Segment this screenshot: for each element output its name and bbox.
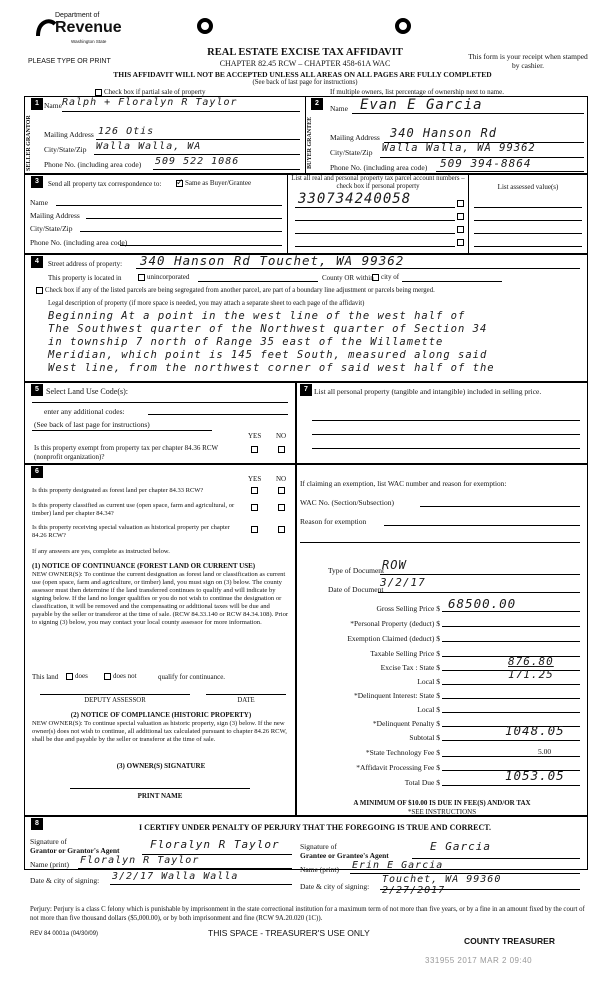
section-5-number: 5 bbox=[31, 384, 43, 396]
doc-type-label: Type of Document bbox=[328, 566, 385, 575]
legal-line-1[interactable]: Beginning At a point in the west line of the west half of bbox=[48, 310, 466, 322]
qualify-label: qualify for continuance. bbox=[158, 673, 226, 681]
tech-fee-value: 5.00 bbox=[538, 747, 552, 756]
grantee-sig-label-1: Signature of bbox=[300, 842, 337, 851]
buyer-city-label: City/State/Zip bbox=[330, 148, 373, 157]
exemption-deduct-label: Exemption Claimed (deduct) $ bbox=[347, 634, 440, 643]
forest-q3: Is this property receiving special valuation as historical property per chapter 84.26 RCW? bbox=[32, 524, 230, 539]
gross-price-label: Gross Selling Price $ bbox=[376, 604, 440, 613]
city-of-checkbox[interactable] bbox=[372, 273, 399, 281]
doc-date-label: Date of Document bbox=[328, 585, 384, 594]
grantee-name[interactable]: Erin E Garcia bbox=[352, 860, 444, 871]
segregated-label: Check box if any of the listed parcels are being segregated from another parcel, are part of a boundary line adjustment or parcels being merged. bbox=[45, 287, 435, 295]
partial-sale-checkbox[interactable] bbox=[95, 88, 205, 96]
forest-q3-no[interactable] bbox=[278, 526, 285, 533]
minimum-due-note: A MINIMUM OF $10.00 IS DUE IN FEE(S) AND/OR TAX bbox=[353, 799, 531, 807]
parcel-number[interactable]: 330734240058 bbox=[298, 191, 412, 207]
seller-city[interactable]: Walla Walla, WA bbox=[96, 141, 202, 152]
wac-label: WAC No. (Section/Subsection) bbox=[300, 498, 394, 507]
form-chapter: CHAPTER 82.45 RCW – CHAPTER 458-61A WAC bbox=[219, 59, 391, 68]
deputy-date-label: DATE bbox=[237, 697, 255, 704]
notice2-title: (2) NOTICE OF COMPLIANCE (HISTORIC PROPERTY) bbox=[70, 711, 252, 719]
parcel-header: List all real and personal property tax parcel account numbers – check box if personal property bbox=[291, 175, 465, 190]
excise-local-label: Local $ bbox=[417, 677, 440, 686]
exempt-no-checkbox[interactable] bbox=[278, 446, 285, 453]
exemption-claim-label: If claiming an exemption, list WAC number and reason for exemption: bbox=[300, 479, 507, 488]
send-correspondence-label: Send all property tax correspondence to: bbox=[48, 180, 162, 188]
grantor-sig-label-2: Grantor or Grantor's Agent bbox=[30, 846, 120, 855]
please-type: PLEASE TYPE OR PRINT bbox=[28, 58, 111, 65]
certify-title: I CERTIFY UNDER PENALTY OF PERJURY THAT THE FOREGOING IS TRUE AND CORRECT. bbox=[138, 823, 491, 832]
buyer-phone-label: Phone No. (including area code) bbox=[330, 163, 428, 172]
form-title: REAL ESTATE EXCISE TAX AFFIDAVIT bbox=[207, 47, 403, 58]
land-no-label: NO bbox=[276, 432, 287, 440]
form-revision: REV 84 0001a (04/30/09) bbox=[30, 931, 99, 937]
delinquent-penalty-label: *Delinquent Penalty $ bbox=[372, 719, 440, 728]
notice1-title: (1) NOTICE OF CONTINUANCE (FOREST LAND OR CURRENT USE) bbox=[32, 562, 256, 570]
affidavit-fee-label: *Affidavit Processing Fee $ bbox=[356, 763, 440, 772]
seller-city-label: City/State/Zip bbox=[44, 145, 87, 154]
seller-mail-label: Mailing Address bbox=[44, 130, 94, 139]
subtotal-label: Subtotal $ bbox=[409, 733, 440, 742]
exempt-question: Is this property exempt from property tax per chapter 84.36 RCW (nonprofit organization)? bbox=[34, 444, 218, 461]
tech-fee-label: *State Technology Fee $ bbox=[365, 748, 440, 757]
unincorporated-checkbox[interactable] bbox=[138, 273, 189, 281]
grantee-date-city[interactable]: Touchet, WA 99360 2/27/2017 bbox=[382, 874, 502, 896]
forest-q3-yes[interactable] bbox=[251, 526, 258, 533]
does-checkbox[interactable] bbox=[66, 672, 88, 680]
print-name-label: PRINT NAME bbox=[137, 792, 183, 800]
land-see-back: (See back of last page for instructions) bbox=[34, 420, 150, 429]
total-due-value[interactable]: 1053.05 bbox=[505, 768, 565, 783]
legal-line-5[interactable]: West line, from the northwest corner of said west half of the bbox=[48, 362, 495, 374]
exempt-yes-checkbox[interactable] bbox=[251, 446, 258, 453]
seller-name[interactable]: Ralph + Floralyn R Taylor bbox=[62, 97, 238, 108]
corr-phone-label: Phone No. (including area code) bbox=[30, 238, 128, 247]
registration-mark-right bbox=[395, 18, 411, 34]
revenue-logo bbox=[35, 12, 120, 57]
personal-property-deduct-label: *Personal Property (deduct) $ bbox=[350, 619, 440, 628]
forest-q1-yes[interactable] bbox=[251, 487, 258, 494]
buyer-side-label: BUYER GRANTEE bbox=[307, 116, 313, 170]
grantee-sig-label-3: Grantee or Grantee's Agent bbox=[300, 851, 389, 860]
section-3-divider bbox=[287, 174, 288, 254]
forest-q2-no[interactable] bbox=[278, 504, 285, 511]
personal-property-checkbox-2[interactable] bbox=[457, 213, 464, 220]
corr-mail-label: Mailing Address bbox=[30, 211, 80, 220]
notice1-body: NEW OWNER(S): To continue the current designation as forest land or classification as current use (open space, farm and agriculture, or timber) land, you must sign on (3) below. The county assessor must then determine if the land transferred continues to qualify and will indicate by signing below. If the land no longer qualifies or you do not wish to continue the designation or classification, it will be removed and the compensating or additional taxes will be due and payable by the seller or transferor at the time of sale. (RCW 84.33.140 or RCW 84.34.108). Prior to signing (3) below, you may contact your local county assessor for more information. bbox=[32, 571, 289, 626]
owner-signature-label: (3) OWNER(S) SIGNATURE bbox=[116, 762, 206, 770]
seller-side-label: SELLER GRANTOR bbox=[26, 115, 32, 171]
grantor-date-label: Date & city of signing: bbox=[30, 876, 100, 885]
excise-state-label: Excise Tax : State $ bbox=[380, 663, 440, 672]
excise-local-value[interactable]: 171.25 bbox=[508, 668, 554, 681]
buyer-name-label: Name bbox=[330, 104, 348, 113]
total-due-label: Total Due $ bbox=[404, 778, 440, 787]
land-use-title: Select Land Use Code(s): bbox=[46, 387, 128, 396]
grantor-name-label: Name (print) bbox=[30, 860, 69, 869]
grantee-date-label: Date & city of signing: bbox=[300, 882, 370, 891]
section-4-number: 4 bbox=[31, 256, 43, 268]
same-as-buyer-checkbox[interactable]: ✓ Same as Buyer/Grantee bbox=[176, 176, 252, 187]
delinquent-interest-state-label: *Delinquent Interest: State $ bbox=[353, 691, 440, 700]
grantor-date-city[interactable]: 3/2/17 Walla Walla bbox=[112, 871, 239, 882]
grantor-signature[interactable]: Floralyn R Taylor bbox=[150, 838, 280, 851]
does-not-checkbox[interactable] bbox=[104, 672, 137, 680]
land-yes-label: YES bbox=[248, 432, 262, 440]
city-of-label: city of bbox=[381, 273, 400, 281]
county-or-within: County OR within bbox=[322, 274, 374, 282]
grantor-sig-label-1: Signature of bbox=[30, 837, 67, 846]
dept-state: Washington State bbox=[71, 39, 107, 44]
forest-q2: Is this property classified as current use (open space, farm and agricultural, or timber) land per chapter 84.34? bbox=[32, 502, 235, 517]
partial-sale-label: Check box if partial sale of property bbox=[104, 88, 206, 96]
street-label: Street address of property: bbox=[48, 260, 123, 268]
does-label: does bbox=[75, 672, 88, 680]
treasurer-stamp: 331955 2017 MAR 2 09:40 bbox=[425, 956, 533, 965]
same-as-buyer-label: Same as Buyer/Grantee bbox=[185, 179, 252, 187]
see-back-note: (See back of last page for instructions) bbox=[252, 79, 358, 86]
section-3-number: 3 bbox=[31, 176, 43, 188]
county-treasurer: COUNTY TREASURER bbox=[464, 936, 555, 946]
section-8-number: 8 bbox=[31, 818, 43, 830]
registration-mark-left bbox=[197, 18, 213, 34]
warning-line: THIS AFFIDAVIT WILL NOT BE ACCEPTED UNLESS ALL AREAS ON ALL PAGES ARE FULLY COMPLETED bbox=[113, 70, 492, 79]
legal-label: Legal description of property (if more space is needed, you may attach a separate sheet to each page of the affidavit) bbox=[48, 300, 365, 307]
legal-line-3[interactable]: in township 7 north of Range 35 east of the Willamette bbox=[48, 336, 444, 348]
doc-type[interactable]: ROW bbox=[382, 558, 407, 572]
segregated-checkbox[interactable] bbox=[36, 287, 435, 294]
grantee-signature[interactable]: E Garcia bbox=[430, 840, 491, 853]
buyer-phone[interactable]: 509 394-8864 bbox=[440, 157, 532, 170]
forest-q1: Is this property designated as forest land per chapter 84.33 RCW? bbox=[32, 487, 204, 494]
section-1-number: 1 bbox=[31, 98, 43, 110]
section-7-number: 7 bbox=[300, 384, 312, 396]
notice2-body: NEW OWNER(S): To continue special valuation as historic property, sign (3) below. If the new owner(s) does not wish to continue, all additional tax calculated pursuant to chapter 84.26 RCW, shall be due and payable by the seller or transferor at the time of sale. bbox=[32, 720, 287, 743]
personal-property-checkbox-3[interactable] bbox=[457, 226, 464, 233]
assessed-header: List assessed value(s) bbox=[497, 183, 559, 191]
doc-date[interactable]: 3/2/17 bbox=[380, 576, 426, 589]
section-3-divider-2 bbox=[468, 174, 469, 254]
grantee-name-label: Name (print) bbox=[300, 865, 339, 874]
seller-phone-label: Phone No. (including area code) bbox=[44, 160, 142, 169]
does-not-label: does not bbox=[113, 672, 137, 680]
additional-codes-label: enter any additional codes: bbox=[44, 407, 125, 416]
street-address[interactable]: 340 Hanson Rd Touchet, WA 99362 bbox=[140, 253, 405, 268]
perjury-note: Perjury: Perjury is a class C felony which is punishable by imprisonment in the state correctional institution for a maximum term of not more than five years, or by a fine in an amount fixed by the court of not more than five thousand dollars ($5,000.00), or by both imprisonment and fine (RCW 9A.20.020 (1C)). bbox=[30, 906, 585, 922]
buyer-city[interactable]: Walla Walla, WA 99362 bbox=[382, 142, 536, 154]
revenue-logo-icon bbox=[35, 16, 57, 40]
forest-q1-no[interactable] bbox=[278, 487, 285, 494]
deputy-assessor-label: DEPUTY ASSESSOR bbox=[84, 697, 146, 704]
grantor-name[interactable]: Floralyn R Taylor bbox=[80, 855, 200, 866]
personal-property-text: List all personal property (tangible and intangible) included in selling price. bbox=[314, 387, 542, 396]
see-instructions-note: *SEE INSTRUCTIONS bbox=[407, 808, 477, 816]
treasurer-space: THIS SPACE - TREASURER'S USE ONLY bbox=[208, 928, 370, 938]
if-yes-note: If any answers are yes, complete as instructed below. bbox=[32, 548, 170, 555]
taxable-price-label: Taxable Selling Price $ bbox=[370, 649, 440, 658]
personal-property-checkbox-4[interactable] bbox=[457, 239, 464, 246]
forest-yes-label: YES bbox=[248, 475, 262, 483]
delinquent-interest-local-label: Local $ bbox=[417, 705, 440, 714]
buyer-mail[interactable]: 340 Hanson Rd bbox=[390, 126, 497, 140]
exemption-reason-label: Reason for exemption bbox=[300, 517, 367, 526]
seller-mail[interactable]: 126 Otis bbox=[98, 126, 155, 137]
legal-line-2[interactable]: The Southwest quarter of the Northwest quarter of Section 34 bbox=[48, 323, 488, 335]
corr-name-label: Name bbox=[30, 198, 48, 207]
forest-q2-yes[interactable] bbox=[251, 504, 258, 511]
corr-city-label: City/State/Zip bbox=[30, 224, 73, 233]
legal-line-4[interactable]: Meridian, which point is 145 feet South, measured along said bbox=[48, 349, 488, 361]
subtotal-value[interactable]: 1048.05 bbox=[505, 723, 565, 738]
section-divider bbox=[305, 96, 306, 174]
buyer-mail-label: Mailing Address bbox=[330, 133, 380, 142]
buyer-name[interactable]: Evan E Garcia bbox=[360, 97, 483, 113]
dept-line1: Department of bbox=[55, 12, 100, 19]
personal-property-checkbox-1[interactable] bbox=[457, 200, 464, 207]
section-2-number: 2 bbox=[311, 98, 323, 110]
gross-price-value[interactable]: 68500.00 bbox=[448, 596, 517, 611]
excise-state-value[interactable]: 876.80 bbox=[508, 655, 554, 668]
seller-name-label: Name bbox=[44, 101, 62, 110]
receipt-note: This form is your receipt when stamped by cashier. bbox=[468, 52, 588, 70]
multiple-owners-note: If multiple owners, list percentage of ownership next to name. bbox=[330, 88, 504, 96]
seller-phone[interactable]: 509 522 1086 bbox=[155, 156, 240, 167]
dept-logo-text: Revenue bbox=[55, 19, 122, 36]
located-label: This property is located in bbox=[48, 274, 122, 282]
forest-no-label: NO bbox=[276, 475, 287, 483]
section-6-number: 6 bbox=[31, 466, 43, 478]
this-land-label: This land bbox=[32, 673, 59, 681]
unincorporated-label: unincorporated bbox=[147, 273, 190, 281]
